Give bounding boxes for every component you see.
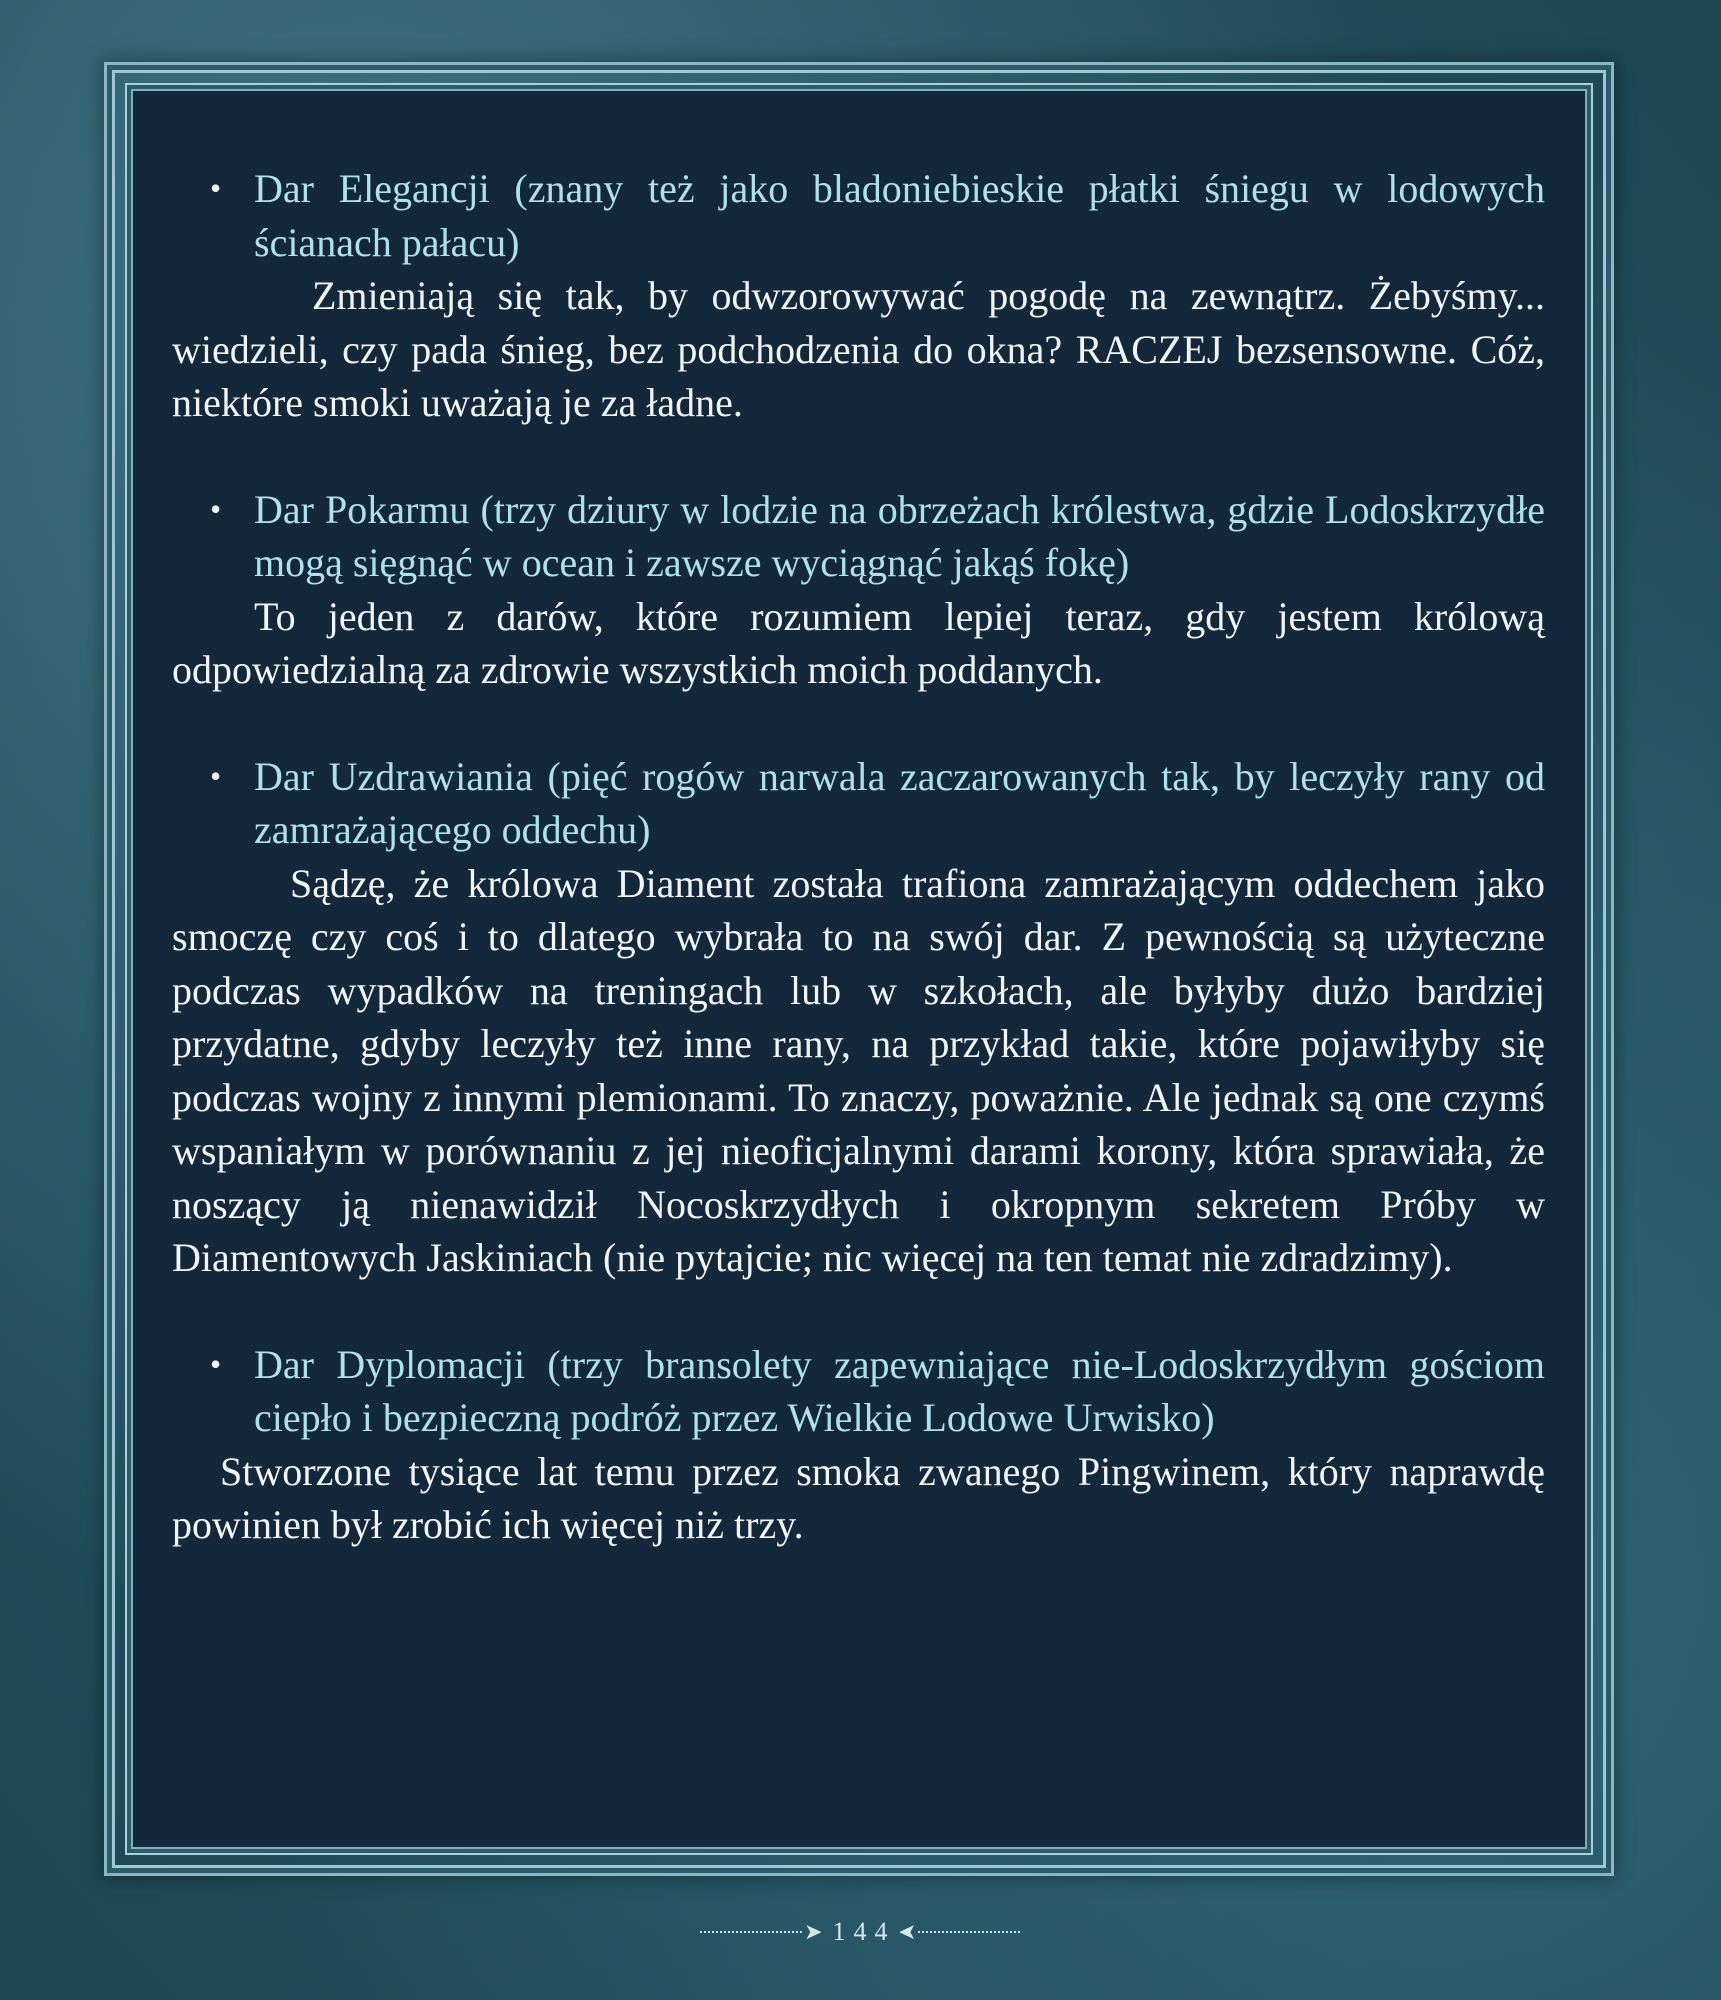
bullet-icon: • [210, 170, 222, 206]
gift-title-healing [172, 750, 1545, 857]
footer-dotted-line-left [700, 1931, 802, 1933]
gift-description-diplomacy: Stworzone tysiące lat temu przez smoka zwanego Pingwinem, który naprawdę powinien był zrobić ich więcej niż trzy. [172, 1448, 1545, 1547]
gift-title-food [172, 483, 1545, 590]
footer-dotted-line-right [918, 1931, 1020, 1933]
arrow-left-icon: ➤ [897, 1919, 916, 1944]
gift-title-diplomacy [172, 1338, 1545, 1445]
page-number: 144 [832, 1917, 896, 1946]
arrow-right-icon: ➤ [804, 1919, 823, 1944]
gift-title-elegance [172, 162, 1545, 269]
gift-title-text: Dar Elegancji (znany też jako bladoniebieskie płatki śniegu w lodowych ścianach pałacu) [254, 166, 1545, 265]
gift-description-food: To jeden z darów, które rozumiem lepiej teraz, gdy jestem królową odpowiedzialną za zdrowie wszystkich moich poddanych. [172, 593, 1545, 692]
gift-title-text: Dar Dyplomacji (trzy bransolety zapewniające nie-Lodoskrzydłym gościom ciepło i bezpieczną podróż przez Wielkie Lodowe Urwisko) [254, 1341, 1545, 1440]
bullet-icon: • [210, 1345, 222, 1382]
gift-title-text: Dar Pokarmu (trzy dziury w lodzie na obrzeżach królestwa, gdzie Lodoskrzydłe mogą sięgnąć w ocean i zawsze wyciągnąć jakąś fokę) [254, 486, 1545, 585]
bullet-icon: • [210, 490, 222, 527]
page-footer [700, 1912, 1020, 1952]
page-content [172, 162, 1545, 1552]
gift-description-healing: Sądzę, że królowa Diament została trafiona zamrażającym oddechem jako smoczę czy coś i to dlatego wybrała to na swój dar. Z pewnością są użyteczne podczas wypadków na treningach lub w szkołach, ale byłyby dużo bardziej przydatne, gdyby leczyły też inne rany, na przykład takie, które pojawiłyby się podczas wojny z innymi plemionami. To znaczy, poważnie. Ale jednak są one czymś wspaniałym w porównaniu z jej nieoficjalnymi darami korony, która sprawiała, że noszący ją nienawidził Nocoskrzydłych i okropnym sekretem Próby w Diamentowych Jaskiniach (nie pytajcie; nic więcej na ten temat nie zdradzimy). [172, 860, 1545, 1280]
gift-description-elegance: Zmieniają się tak, by odwzorowywać pogodę na zewnątrz. Żebyśmy... wiedzieli, czy pada śnieg, bez podchodzenia do okna? RACZEJ bezsensowne. Cóż, niektóre smoki uważają je za ładne. [172, 273, 1545, 425]
bullet-icon: • [210, 757, 222, 794]
gift-title-text: Dar Uzdrawiania (pięć rogów narwala zaczarowanych tak, by leczyły rany od zamrażającego oddechu) [254, 753, 1545, 852]
